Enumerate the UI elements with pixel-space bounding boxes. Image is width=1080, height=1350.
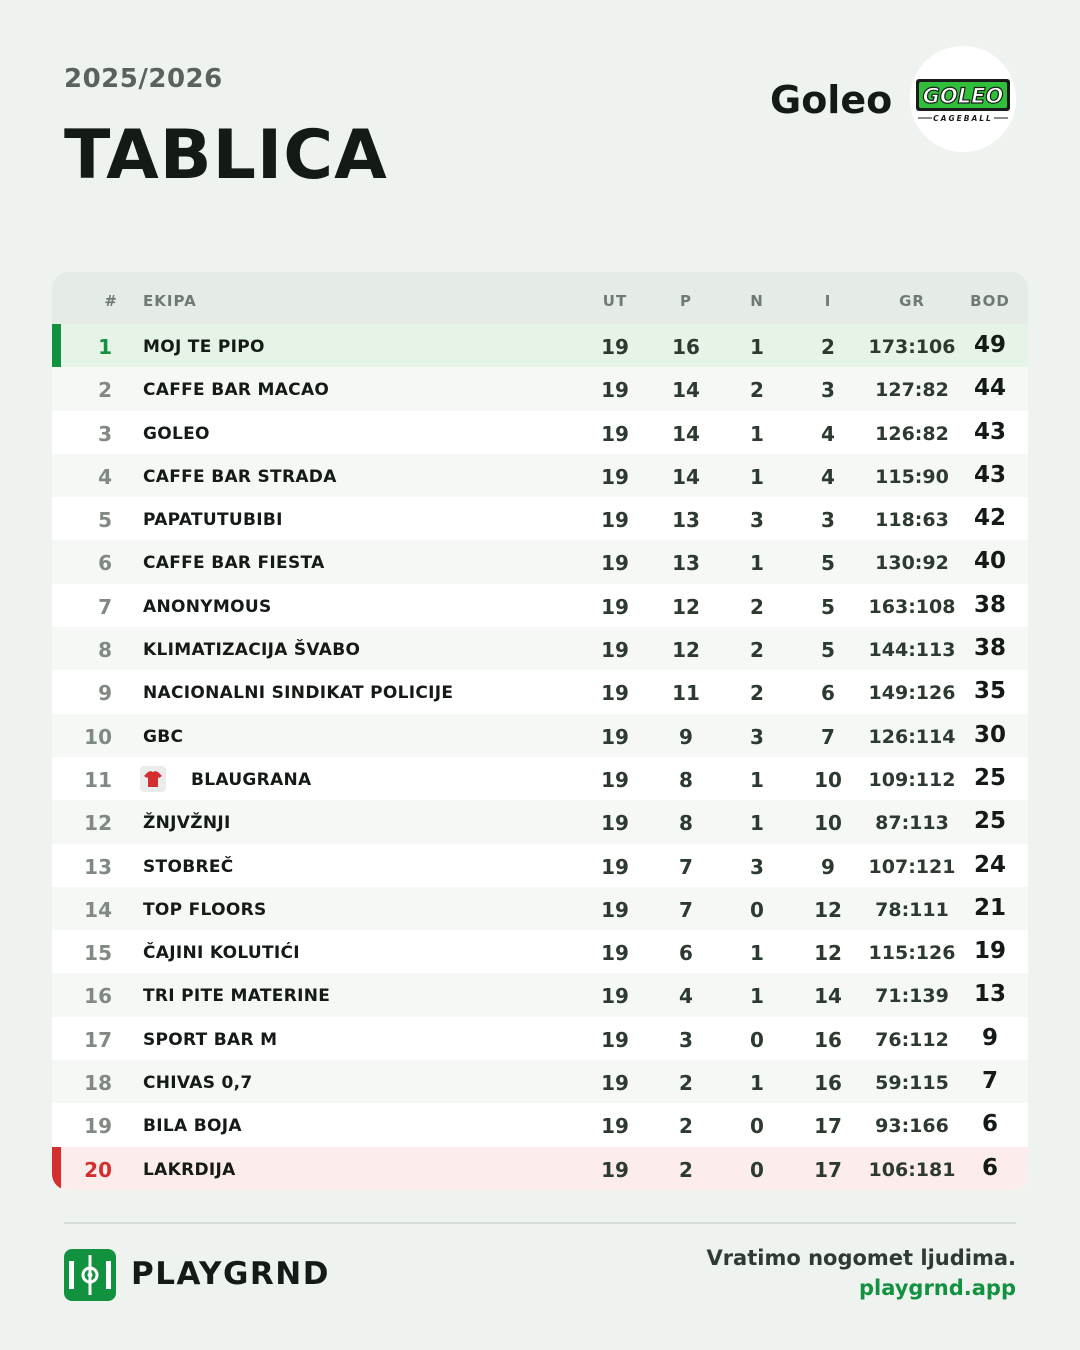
team-name: TOP FLOORS bbox=[143, 899, 267, 920]
points-value: 13 bbox=[973, 981, 1006, 1008]
points-value: 24 bbox=[973, 851, 1006, 878]
table-row bbox=[52, 584, 1028, 627]
won-value: 7 bbox=[679, 854, 693, 879]
team-name: GOLEO bbox=[143, 423, 210, 444]
played-value: 19 bbox=[601, 638, 629, 663]
drawn-value: 1 bbox=[750, 335, 764, 359]
played-value: 19 bbox=[601, 811, 629, 836]
won-value: 2 bbox=[679, 1114, 693, 1139]
team-name: LAKRDIJA bbox=[143, 1159, 236, 1180]
drawn-value: 2 bbox=[750, 681, 764, 706]
played-value: 19 bbox=[601, 464, 629, 489]
lost-value: 5 bbox=[821, 594, 835, 619]
won-value: 3 bbox=[679, 1027, 693, 1052]
lost-value: 16 bbox=[814, 1071, 842, 1096]
lost-value: 10 bbox=[814, 811, 842, 836]
row-position: 9 bbox=[98, 681, 112, 706]
points-value: 7 bbox=[981, 1068, 998, 1095]
won-value: 2 bbox=[679, 1157, 693, 1182]
slogan: Vratimo nogomet ljudima. bbox=[706, 1246, 1016, 1270]
row-position: 20 bbox=[84, 1157, 112, 1182]
won-value: 4 bbox=[679, 984, 693, 1009]
drawn-value: 1 bbox=[750, 551, 764, 576]
lost-value: 17 bbox=[814, 1114, 842, 1139]
row-position: 7 bbox=[98, 594, 112, 619]
row-position: 4 bbox=[98, 464, 112, 489]
played-value: 19 bbox=[601, 984, 629, 1009]
team-name: CAFFE BAR FIESTA bbox=[143, 553, 325, 574]
league-name: Goleo bbox=[770, 78, 893, 122]
row-position: 2 bbox=[98, 378, 112, 403]
team-name: KLIMATIZACIJA ŠVABO bbox=[143, 640, 361, 661]
col-points: BOD bbox=[970, 292, 1010, 310]
points-value: 49 bbox=[973, 332, 1006, 358]
table-row bbox=[52, 540, 1028, 583]
points-value: 38 bbox=[973, 635, 1006, 662]
team-name: ŽNJVŽNJI bbox=[143, 813, 231, 834]
team-name: PAPATUTUBIBI bbox=[143, 510, 283, 531]
row-position: 1 bbox=[98, 335, 112, 359]
goals-value: 109:112 bbox=[868, 768, 956, 791]
lost-value: 7 bbox=[821, 724, 835, 749]
played-value: 19 bbox=[601, 335, 629, 359]
played-value: 19 bbox=[601, 421, 629, 446]
played-value: 19 bbox=[601, 681, 629, 706]
col-lost: I bbox=[824, 292, 832, 310]
table-row bbox=[52, 1017, 1028, 1060]
drawn-value: 1 bbox=[750, 421, 764, 446]
drawn-value: 1 bbox=[750, 1071, 764, 1096]
table-row bbox=[52, 324, 1028, 367]
goals-value: 106:181 bbox=[868, 1158, 956, 1181]
lost-value: 12 bbox=[814, 897, 842, 922]
drawn-value: 1 bbox=[750, 767, 764, 792]
played-value: 19 bbox=[601, 724, 629, 749]
played-value: 19 bbox=[601, 508, 629, 533]
drawn-value: 0 bbox=[750, 1157, 764, 1182]
lost-value: 2 bbox=[821, 335, 835, 359]
row-position: 12 bbox=[84, 811, 112, 836]
played-value: 19 bbox=[601, 897, 629, 922]
goleo-logo-icon bbox=[910, 46, 1016, 152]
brand-name: PLAYGRND bbox=[131, 1256, 330, 1292]
logo-text: GOLEO bbox=[922, 84, 1004, 108]
jersey-icon bbox=[140, 766, 166, 792]
drawn-value: 1 bbox=[750, 984, 764, 1009]
drawn-value: 2 bbox=[750, 378, 764, 403]
goals-value: 173:106 bbox=[868, 336, 956, 358]
drawn-value: 0 bbox=[750, 1114, 764, 1139]
goals-value: 59:115 bbox=[875, 1072, 949, 1095]
table-row bbox=[52, 930, 1028, 973]
table-row bbox=[52, 411, 1028, 454]
lost-value: 5 bbox=[821, 638, 835, 663]
team-name: BLAUGRANA bbox=[191, 769, 312, 790]
playgrnd-logo-icon bbox=[64, 1249, 116, 1301]
row-position: 10 bbox=[84, 724, 112, 749]
col-pos: # bbox=[104, 292, 118, 310]
won-value: 16 bbox=[672, 335, 700, 359]
goals-value: 130:92 bbox=[875, 552, 949, 575]
team-name: BILA BOJA bbox=[143, 1116, 242, 1137]
drawn-value: 2 bbox=[750, 594, 764, 619]
points-value: 21 bbox=[973, 894, 1006, 921]
team-name: NACIONALNI SINDIKAT POLICIJE bbox=[143, 683, 454, 704]
row-position: 17 bbox=[84, 1027, 112, 1052]
table-row bbox=[52, 844, 1028, 887]
table-row bbox=[52, 627, 1028, 670]
drawn-value: 3 bbox=[750, 854, 764, 879]
team-name: SPORT BAR M bbox=[143, 1029, 278, 1050]
played-value: 19 bbox=[601, 1071, 629, 1096]
row-position: 14 bbox=[84, 897, 112, 922]
points-value: 9 bbox=[981, 1024, 998, 1051]
lost-value: 4 bbox=[821, 464, 835, 489]
points-value: 25 bbox=[973, 764, 1006, 791]
team-name: CAFFE BAR STRADA bbox=[143, 466, 337, 487]
won-value: 12 bbox=[672, 594, 700, 619]
won-value: 14 bbox=[672, 378, 700, 403]
table-body bbox=[52, 324, 1028, 1190]
table-header bbox=[52, 272, 1028, 324]
points-value: 6 bbox=[981, 1111, 998, 1138]
won-value: 7 bbox=[679, 897, 693, 922]
standings-table bbox=[52, 272, 1028, 1190]
row-position: 6 bbox=[98, 551, 112, 576]
team-name: GBC bbox=[143, 726, 184, 747]
row-position: 19 bbox=[84, 1114, 112, 1139]
table-row bbox=[52, 800, 1028, 843]
table-row bbox=[52, 887, 1028, 930]
goals-value: 71:139 bbox=[875, 985, 949, 1008]
drawn-value: 1 bbox=[750, 941, 764, 966]
goals-value: 127:82 bbox=[875, 379, 949, 402]
row-position: 18 bbox=[84, 1071, 112, 1096]
goals-value: 149:126 bbox=[868, 682, 956, 705]
lost-value: 3 bbox=[821, 378, 835, 403]
won-value: 14 bbox=[672, 421, 700, 446]
col-team: EKIPA bbox=[143, 292, 197, 310]
drawn-value: 3 bbox=[750, 724, 764, 749]
team-name: MOJ TE PIPO bbox=[143, 337, 265, 357]
goals-value: 126:114 bbox=[868, 725, 956, 748]
lost-value: 10 bbox=[814, 767, 842, 792]
played-value: 19 bbox=[601, 767, 629, 792]
points-value: 43 bbox=[973, 461, 1006, 488]
lost-value: 9 bbox=[821, 854, 835, 879]
points-value: 38 bbox=[973, 591, 1006, 618]
team-name: STOBREČ bbox=[143, 856, 234, 877]
page-title: TABLICA bbox=[64, 116, 388, 195]
team-name: CAFFE BAR MACAO bbox=[143, 380, 330, 401]
col-played: UT bbox=[602, 292, 628, 310]
drawn-value: 2 bbox=[750, 638, 764, 663]
points-value: 43 bbox=[973, 418, 1006, 445]
lost-value: 3 bbox=[821, 508, 835, 533]
won-value: 11 bbox=[672, 681, 700, 706]
played-value: 19 bbox=[601, 854, 629, 879]
goals-value: 76:112 bbox=[875, 1028, 949, 1051]
played-value: 19 bbox=[601, 1157, 629, 1182]
played-value: 19 bbox=[601, 594, 629, 619]
footer-divider bbox=[64, 1222, 1016, 1224]
table-row bbox=[52, 1147, 1028, 1190]
table-row bbox=[52, 1060, 1028, 1103]
played-value: 19 bbox=[601, 1114, 629, 1139]
lost-value: 16 bbox=[814, 1027, 842, 1052]
points-value: 44 bbox=[973, 375, 1006, 402]
col-won: P bbox=[680, 292, 692, 310]
won-value: 14 bbox=[672, 464, 700, 489]
season-label: 2025/2026 bbox=[64, 64, 223, 94]
league-logo bbox=[910, 46, 1016, 152]
won-value: 8 bbox=[679, 811, 693, 836]
lost-value: 4 bbox=[821, 421, 835, 446]
lost-value: 5 bbox=[821, 551, 835, 576]
lost-value: 6 bbox=[821, 681, 835, 706]
won-value: 9 bbox=[679, 724, 693, 749]
goals-value: 107:121 bbox=[868, 855, 956, 878]
points-value: 35 bbox=[973, 678, 1006, 705]
drawn-value: 0 bbox=[750, 897, 764, 922]
table-row bbox=[52, 714, 1028, 757]
goals-value: 78:111 bbox=[875, 898, 949, 921]
drawn-value: 0 bbox=[750, 1027, 764, 1052]
won-value: 6 bbox=[679, 941, 693, 966]
table-row bbox=[52, 454, 1028, 497]
row-position: 3 bbox=[98, 421, 112, 446]
won-value: 8 bbox=[679, 767, 693, 792]
team-name: ANONYMOUS bbox=[143, 596, 272, 617]
points-value: 40 bbox=[973, 548, 1006, 575]
drawn-value: 1 bbox=[750, 464, 764, 489]
row-position: 15 bbox=[84, 941, 112, 966]
goals-value: 126:82 bbox=[875, 422, 949, 445]
site-link[interactable]: playgrnd.app bbox=[858, 1276, 1016, 1300]
team-name: ČAJINI KOLUTIĆI bbox=[143, 943, 300, 964]
table-row bbox=[52, 757, 1028, 800]
goals-value: 163:108 bbox=[868, 595, 956, 618]
row-position: 8 bbox=[98, 638, 112, 663]
lost-value: 17 bbox=[814, 1157, 842, 1182]
points-value: 42 bbox=[973, 505, 1006, 532]
table-row bbox=[52, 973, 1028, 1016]
col-goals: GR bbox=[899, 292, 925, 310]
played-value: 19 bbox=[601, 1027, 629, 1052]
team-name: CHIVAS 0,7 bbox=[143, 1073, 253, 1094]
played-value: 19 bbox=[601, 941, 629, 966]
points-value: 30 bbox=[973, 721, 1006, 748]
goals-value: 87:113 bbox=[875, 812, 949, 835]
goals-value: 115:126 bbox=[868, 942, 956, 965]
table-row bbox=[52, 1103, 1028, 1146]
points-value: 6 bbox=[981, 1154, 998, 1181]
goals-value: 144:113 bbox=[868, 639, 956, 662]
row-position: 5 bbox=[98, 508, 112, 533]
won-value: 12 bbox=[672, 638, 700, 663]
table-row bbox=[52, 497, 1028, 540]
logo-subtext: CAGEBALL bbox=[933, 114, 993, 123]
table-row bbox=[52, 670, 1028, 713]
goals-value: 118:63 bbox=[875, 509, 949, 532]
drawn-value: 1 bbox=[750, 811, 764, 836]
team-name: TRI PITE MATERINE bbox=[143, 986, 331, 1007]
points-value: 19 bbox=[973, 938, 1006, 965]
played-value: 19 bbox=[601, 378, 629, 403]
lost-value: 14 bbox=[814, 984, 842, 1009]
won-value: 13 bbox=[672, 551, 700, 576]
played-value: 19 bbox=[601, 551, 629, 576]
goals-value: 93:166 bbox=[875, 1115, 949, 1138]
won-value: 2 bbox=[679, 1071, 693, 1096]
goals-value: 115:90 bbox=[875, 465, 949, 488]
won-value: 13 bbox=[672, 508, 700, 533]
row-position: 13 bbox=[84, 854, 112, 879]
points-value: 25 bbox=[973, 808, 1006, 835]
table-row bbox=[52, 367, 1028, 410]
lost-value: 12 bbox=[814, 941, 842, 966]
drawn-value: 3 bbox=[750, 508, 764, 533]
row-position: 16 bbox=[84, 984, 112, 1009]
row-position: 11 bbox=[84, 767, 112, 792]
col-drawn: N bbox=[750, 292, 764, 310]
